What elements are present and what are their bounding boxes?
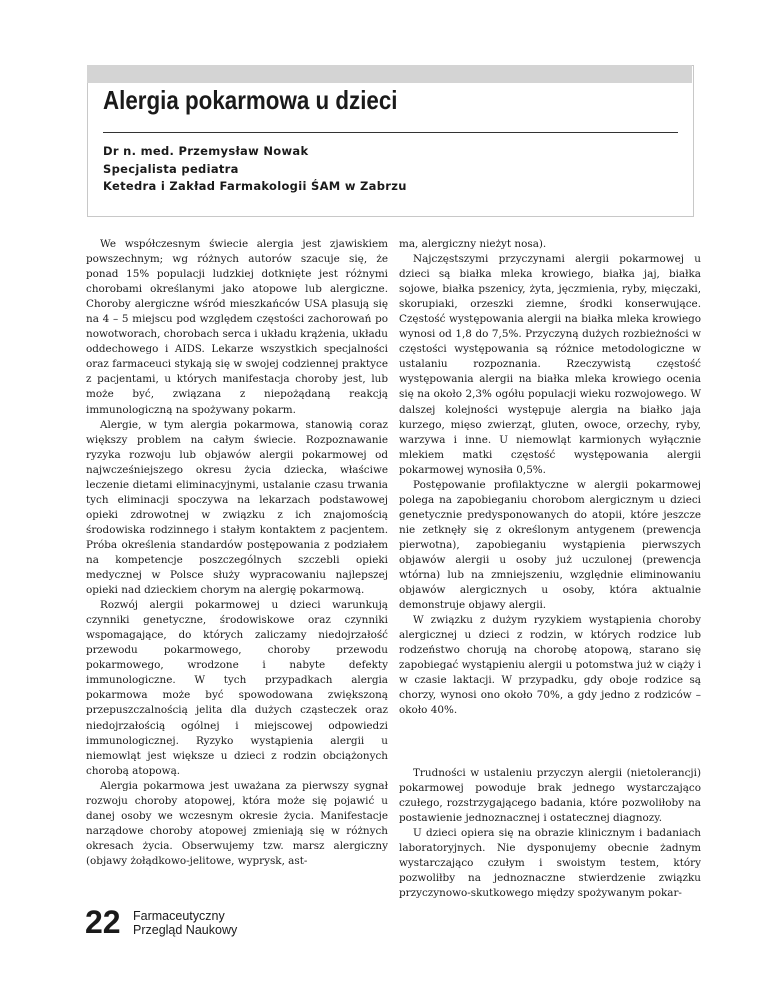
body-paragraph: Alergia pokarmowa jest uważana za pierwszy sygnał rozwoju choroby atopowej, która może się pojawić u danej osoby we wczesnym okresie życia. Manifestacje narządowe choroby atopowej zmieniają się w różnych okresach życia. Obserwujemy tzw. marsz alergiczny (objawy żołądkowo-jelitowe, wyprysk, ast- (86, 779, 388, 867)
journal-name-line2: Przegląd Naukowy (133, 923, 238, 937)
body-paragraph: Trudności w ustaleniu przyczyn alergii (nietolerancji) pokarmowej powoduje brak jednego wystarczająco czułego, rozstrzygającego badania, które pozwoliłoby na postawienie jednoznacznej i ostatecznej diagnozy. (399, 767, 701, 825)
body-paragraph: U dzieci opiera się na obrazie klinicznym i badaniach laboratoryjnych. Nie dysponujemy obecnie żadnym wystarczająco czułym i swoistym testem, który pozwoliłby na jednoznaczne stwierdzenie związku przyczynowo-skutkowego między spożywanym pokar- (399, 827, 701, 900)
left-column (86, 237, 388, 869)
body-paragraph: Najczęstszymi przyczynami alergii pokarmowej u dzieci są białka mleka krowiego, białka jaj, białka sojowe, białka pszenicy, żyta, jęczmienia, ryby, mięczaki, skorupiaki, orzeszki ziemne, środki konserwujące. Częstość występowania alergii na białka mleka krowiego wynosi od 1,8 do 7,5%. Przyczyną dużych rozbieżności w częstości występowania są różnice metodologiczne w ustalaniu rozpoznania. Rzeczywistą częstość występowania alergii na białka mleka krowiego ocenia się na około 2,3% ogółu populacji wieku rozwojowego. W dalszej kolejności występuje alergia na białko jaja kurzego, mięso zwierząt, gluten, owoce, orzechy, ryby, warzywa i inne. U niemowląt karmionych wyłącznie mlekiem matki częstość występowania alergii pokarmowej wynosiła 0,5%. (399, 253, 701, 476)
body-paragraph: Postępowanie profilaktyczne w alergii pokarmowej polega na zapobieganiu chorobom alergicznym u dzieci genetycznie predysponowanych do atopii, które jeszcze nie zetknęły się z określonym antygenem (prewencja pierwotna), zapobieganiu wystąpienia pierwszych objawów alergii u osoby już uczulonej (prewencja wtórna) lub na zmniejszeniu, względnie eliminowaniu objawów alergicznych u osoby, która aktualnie demonstruje objawy alergii. (399, 478, 701, 612)
right-column (399, 237, 701, 719)
body-paragraph: Alergie, w tym alergia pokarmowa, stanowią coraz większy problem na całym świecie. Rozpoznawanie ryzyka rozwoju lub objawów alergii pokarmowej od najwcześniejszego okresu życia dziecka, właściwe leczenie dietami eliminacyjnymi, ustalanie czasu trwania tych eliminacji spoczywa na lekarzach podstawowej opieki zdrowotnej w związku z ich znajomością środowiska rodzinnego i stałym kontaktem z pacjentem. Próba określenia standardów postępowania z podziałem na kompetencje poszczególnych szczebli opieki medycznej w Polsce służy wypracowaniu najlepszej opieki nad dzieckiem chorym na alergię pokarmową. (86, 418, 388, 597)
title-rule (103, 132, 678, 133)
article-title: Alergia pokarmowa u dzieci (103, 85, 398, 115)
author-block (103, 143, 407, 196)
body-paragraph: Rozwój alergii pokarmowej u dzieci warunkują czynniki genetyczne, środowiskowe oraz czynniki wspomagające, do których zaliczamy niedojrzałość przewodu pokarmowego, choroby przewodu pokarmowego, wrodzone i nabyte defekty immunologiczne. W tych przypadkach alergia pokarmowa może być spowodowana zwiększoną przepuszczalnością jelita dla dużych cząsteczek oraz niedojrzałością ogólnej i miejscowej odpowiedzi immunologicznej. Ryzyko wystąpienia alergii u niemowląt jest większe u dzieci z rodzin obciążonych chorobą atopową. (86, 599, 388, 777)
author-name: Dr n. med. Przemysław Nowak (103, 144, 309, 158)
right-column-lower (399, 766, 701, 901)
page-number: 22 (85, 904, 121, 940)
author-specialty: Specjalista pediatra (103, 161, 239, 176)
title-bar (87, 65, 692, 83)
journal-name (133, 909, 237, 937)
body-paragraph: ma, alergiczny nieżyt nosa). (399, 238, 547, 250)
author-affiliation: Ketedra i Zakład Farmakologii ŚAM w Zabrzu (103, 179, 407, 193)
body-paragraph: W związku z dużym ryzykiem wystąpienia choroby alergicznej u dzieci z rodzin, w których rodzice lub rodzeństwo chorują na chorobę atopową, starano się zapobiegać wystąpieniu alergii u potomstwa już w ciąży i w czasie laktacji. W przypadku, gdy oboje rodzice są chorzy, wynosi ono około 70%, a gdy jedno z rodziców – około 40%. (399, 614, 701, 717)
body-paragraph: We współczesnym świecie alergia jest zjawiskiem powszechnym; wg różnych autorów szacuje się, że ponad 15% populacji ludzkiej dotknięte jest różnymi chorobami określanymi jako atopowe lub alergiczne. Choroby alergiczne wśród mieszkańców USA plasują się na 4 – 5 miejscu pod względem częstości zachorowań po nowotworach, chorobach serca i układu krążenia, układu oddechowego i AIDS. Lekarze wszystkich specjalności oraz farmaceuci stykają się w swojej codziennej praktyce z pacjentami, u których manifestacja choroby jest, lub może być, związana z niepożądaną reakcją immunologiczną na spożywany pokarm. (86, 238, 388, 416)
journal-name-line1: Farmaceutyczny (133, 909, 225, 923)
